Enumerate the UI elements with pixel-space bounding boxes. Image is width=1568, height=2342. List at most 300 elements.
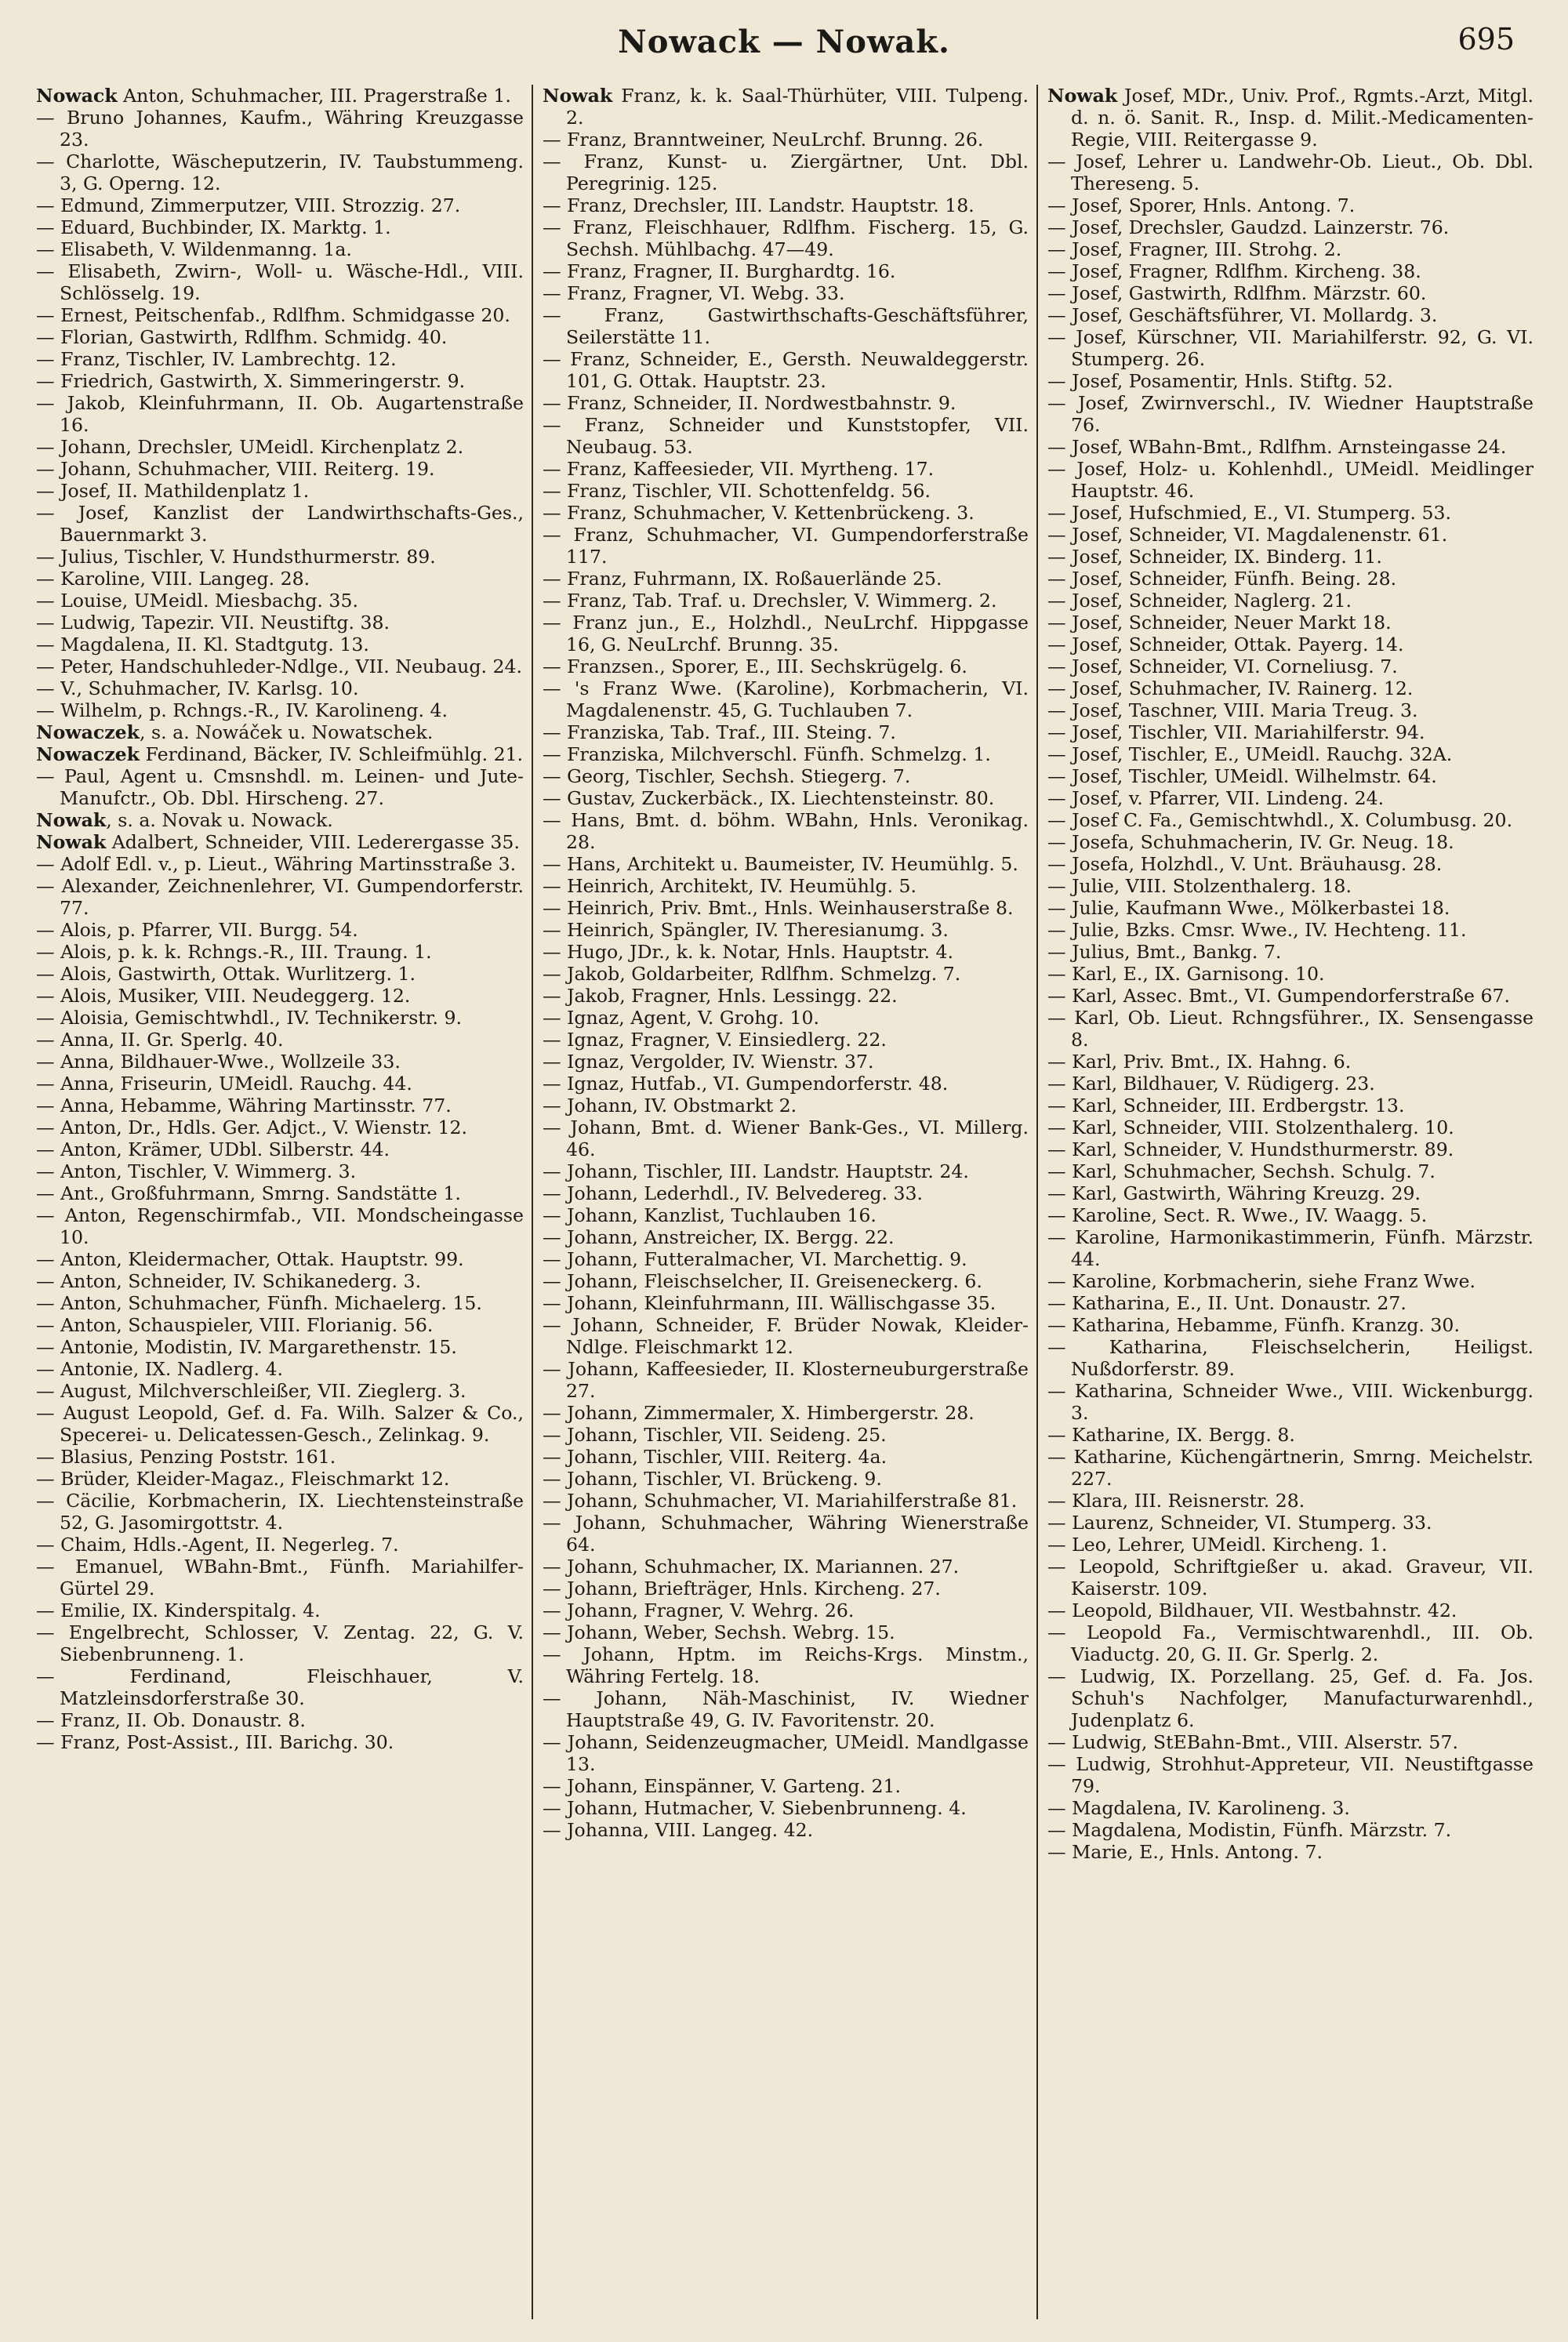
directory-entry <box>36 546 524 568</box>
directory-entry <box>36 699 524 721</box>
directory-entry <box>543 1424 1029 1446</box>
directory-entry <box>1047 1731 1534 1753</box>
entry-text: — Karl, Priv. Bmt., IX. Hahng. 6. <box>1047 1051 1352 1073</box>
directory-entry <box>36 194 524 216</box>
directory-entry <box>1047 897 1534 919</box>
entry-surname: Nowak <box>1047 85 1118 107</box>
entry-text: — Ignaz, Vergolder, IV. Wienstr. 37. <box>543 1051 874 1073</box>
entry-text: Adalbert, Schneider, VIII. Lederergasse 35. <box>106 831 520 853</box>
entry-text: — Blasius, Penzing Poststr. 161. <box>36 1446 336 1468</box>
directory-entry <box>36 765 524 809</box>
directory-entry <box>36 1204 524 1248</box>
entry-text: — Josef, Tischler, VII. Mariahilferstr. 94. <box>1047 721 1425 743</box>
entry-text: — Marie, E., Hnls. Antong. 7. <box>1047 1841 1323 1863</box>
entry-text: — Karoline, Harmonikastimmerin, Fünfh. Märzstr. 44. <box>1047 1226 1534 1270</box>
page-header <box>31 17 1537 80</box>
directory-entry <box>543 765 1029 787</box>
directory-entry <box>36 85 524 107</box>
directory-entry <box>36 1138 524 1160</box>
entry-text: — Josef, Hufschmied, E., VI. Stumperg. 53. <box>1047 502 1451 524</box>
directory-entry <box>1047 546 1534 568</box>
entry-text: — Josef, WBahn-Bmt., Rdlfhm. Arnsteingasse 24. <box>1047 436 1507 458</box>
entry-text: — Johann, Futteralmacher, VI. Marchettig. 9. <box>543 1248 967 1270</box>
directory-entry <box>543 1446 1029 1468</box>
entry-text: — Johann, Briefträger, Hnls. Kircheng. 27. <box>543 1578 941 1599</box>
directory-entry <box>543 1556 1029 1578</box>
entry-text: — Franziska, Tab. Traf., III. Steing. 7. <box>543 721 896 743</box>
entry-text: — Anton, Regenschirmfab., VII. Mondscheingasse 10. <box>36 1204 524 1248</box>
directory-entry <box>1047 458 1534 502</box>
directory-entry <box>36 1336 524 1358</box>
entry-surname: Nowaczek <box>36 721 140 743</box>
entry-text: — Josef, Kürschner, VII. Mariahilferstr. 92, G. VI. Stumperg. 26. <box>1047 326 1534 370</box>
directory-entry <box>543 1270 1029 1292</box>
directory-entry <box>543 85 1029 129</box>
entry-text: — Ernest, Peitschenfab., Rdlfhm. Schmidgasse 20. <box>36 304 510 326</box>
entry-text: — Franz, Fleischhauer, Rdlfhm. Fischerg. 15, G. Sechsh. Mühlbachg. 47—49. <box>543 216 1029 260</box>
directory-entry <box>1047 1160 1534 1182</box>
entry-text: — Johann, Schneider, F. Brüder Nowak, Kleider-Ndlge. Fleischmarkt 12. <box>543 1314 1029 1358</box>
directory-entry <box>1047 436 1534 458</box>
entry-text: — Johann, Tischler, VI. Brückeng. 9. <box>543 1468 882 1490</box>
directory-entry <box>543 853 1029 875</box>
entry-text: — Johann, Bmt. d. Wiener Bank-Ges., VI. Millerg. 46. <box>543 1117 1029 1160</box>
directory-entry <box>543 897 1029 919</box>
directory-entry <box>543 1402 1029 1424</box>
directory-entry <box>36 941 524 963</box>
directory-entry <box>1047 1534 1534 1556</box>
directory-entry <box>543 1468 1029 1490</box>
entry-text: — Julius, Tischler, V. Hundsthurmerstr. 89. <box>36 546 436 568</box>
entry-text: — Josef, Schneider, Ottak. Payerg. 14. <box>1047 634 1404 655</box>
entry-text: — Franzsen., Sporer, E., III. Sechskrügelg. 6. <box>543 655 967 677</box>
directory-entry <box>543 677 1029 721</box>
directory-entry <box>1047 1556 1534 1599</box>
directory-entry <box>1047 1138 1534 1160</box>
entry-text: , s. a. Nowáček u. Nowatschek. <box>140 721 434 743</box>
entry-text: — Karl, Schneider, V. Hundsthurmerstr. 89. <box>1047 1138 1454 1160</box>
directory-entry <box>543 1073 1029 1095</box>
directory-entry <box>543 480 1029 502</box>
directory-columns <box>27 85 1541 2319</box>
directory-entry <box>543 1358 1029 1402</box>
entry-text: — Johann, Kleinfuhrmann, III. Wällischgasse 35. <box>543 1292 996 1314</box>
entry-text: — Edmund, Zimmerputzer, VIII. Strozzig. 27. <box>36 194 461 216</box>
directory-entry <box>1047 1599 1534 1621</box>
directory-entry <box>543 194 1029 216</box>
entry-text: — Julie, VIII. Stolzenthalerg. 18. <box>1047 875 1352 897</box>
entry-text: — Klara, III. Reisnerstr. 28. <box>1047 1490 1305 1512</box>
entry-text: — Anna, Hebamme, Währing Martinsstr. 77. <box>36 1095 452 1117</box>
entry-text: — Karoline, VIII. Langeg. 28. <box>36 568 310 590</box>
entry-text: — Franz, Kunst- u. Ziergärtner, Unt. Dbl. Peregrinig. 125. <box>543 151 1029 194</box>
entry-text: — Josef, Gastwirth, Rdlfhm. Märzstr. 60. <box>1047 282 1427 304</box>
entry-text: — Ignaz, Fragner, V. Einsiedlerg. 22. <box>543 1029 887 1051</box>
directory-entry <box>1047 985 1534 1007</box>
directory-entry <box>36 107 524 151</box>
page-number: 695 <box>1457 22 1515 56</box>
entry-text: — Adolf Edl. v., p. Lieut., Währing Martinsstraße 3. <box>36 853 517 875</box>
entry-text: Franz, k. k. Saal-Thürhüter, VIII. Tulpeng. 2. <box>566 85 1029 129</box>
entry-text: — Josef, Schneider, VI. Magdalenenstr. 61. <box>1047 524 1448 546</box>
directory-entry <box>1047 1490 1534 1512</box>
entry-text: — Karl, Schuhmacher, Sechsh. Schulg. 7. <box>1047 1160 1436 1182</box>
entry-text: — Josef, Tischler, UMeidl. Wilhelmstr. 64. <box>1047 765 1437 787</box>
entry-text: — Johann, Lederhdl., IV. Belvedereg. 33. <box>543 1182 924 1204</box>
directory-entry <box>36 809 524 831</box>
directory-entry <box>36 502 524 546</box>
directory-entry <box>1047 282 1534 304</box>
entry-text: — Elisabeth, Zwirn-, Woll- u. Wäsche-Hdl., VIII. Schlösselg. 19. <box>36 260 524 304</box>
directory-entry <box>543 1599 1029 1621</box>
entry-text: — Franz, Schneider, E., Gersth. Neuwaldeggerstr. 101, G. Ottak. Hauptstr. 23. <box>543 348 1029 392</box>
entry-text: — Josef, Posamentir, Hnls. Stiftg. 52. <box>1047 370 1393 392</box>
directory-entry <box>1047 1314 1534 1336</box>
directory-entry <box>1047 853 1534 875</box>
entry-text: — Aloisia, Gemischtwhdl., IV. Technikerstr. 9. <box>36 1007 462 1029</box>
entry-text: — Johann, Drechsler, UMeidl. Kirchenplatz 2. <box>36 436 464 458</box>
entry-text: — Johanna, VIII. Langeg. 42. <box>543 1819 814 1841</box>
entry-surname: Nowak <box>36 809 107 831</box>
directory-entry <box>1047 875 1534 897</box>
entry-text: — Leopold, Schriftgießer u. akad. Graveur, VII. Kaiserstr. 109. <box>1047 1556 1534 1599</box>
entry-text: — Julie, Kaufmann Wwe., Mölkerbastei 18. <box>1047 897 1450 919</box>
directory-entry <box>36 326 524 348</box>
directory-entry <box>36 1095 524 1117</box>
directory-entry <box>1047 260 1534 282</box>
directory-entry <box>543 743 1029 765</box>
directory-entry <box>543 1314 1029 1358</box>
directory-entry <box>543 1797 1029 1819</box>
entry-text: — Eduard, Buchbinder, IX. Marktg. 1. <box>36 216 391 238</box>
directory-entry <box>1047 1380 1534 1424</box>
entry-text: — Gustav, Zuckerbäck., IX. Liechtensteinstr. 80. <box>543 787 995 809</box>
entry-text: — Karl, E., IX. Garnisong. 10. <box>1047 963 1325 985</box>
directory-entry <box>36 1402 524 1446</box>
directory-entry <box>1047 568 1534 590</box>
directory-entry <box>543 1051 1029 1073</box>
directory-entry <box>36 721 524 743</box>
entry-text: — Jakob, Kleinfuhrmann, II. Ob. Augartenstraße 16. <box>36 392 524 436</box>
entry-text: — Karl, Schneider, VIII. Stolzenthalerg. 10. <box>1047 1117 1454 1138</box>
entry-text: — Josef, Schneider, IX. Binderg. 11. <box>1047 546 1382 568</box>
entry-text: — Peter, Handschuhleder-Ndlge., VII. Neubaug. 24. <box>36 655 523 677</box>
directory-entry <box>36 480 524 502</box>
directory-entry <box>1047 1819 1534 1841</box>
directory-entry <box>543 282 1029 304</box>
entry-text: — Franz, Schuhmacher, VI. Gumpendorferstraße 117. <box>543 524 1029 568</box>
directory-entry <box>1047 392 1534 436</box>
entry-text: — Julius, Bmt., Bankg. 7. <box>1047 941 1282 963</box>
entry-text: — August Leopold, Gef. d. Fa. Wilh. Salzer & Co., Specerei- u. Delicatessen-Gesch., Zelinkag. 9. <box>36 1402 524 1446</box>
directory-entry <box>36 1314 524 1336</box>
directory-entry <box>1047 831 1534 853</box>
entry-text: — Ignaz, Agent, V. Grohg. 10. <box>543 1007 820 1029</box>
directory-entry <box>543 1095 1029 1117</box>
entry-text: — Ignaz, Hutfab., VI. Gumpendorferstr. 48. <box>543 1073 949 1095</box>
entry-text: — Karl, Gastwirth, Währing Kreuzg. 29. <box>1047 1182 1421 1204</box>
directory-entry <box>36 370 524 392</box>
directory-entry <box>36 304 524 326</box>
entry-text: — Johann, Schuhmacher, Währing Wienerstraße 64. <box>543 1512 1029 1556</box>
directory-entry <box>1047 1007 1534 1051</box>
directory-entry <box>543 1292 1029 1314</box>
entry-text: — Josef, Schneider, Fünfh. Being. 28. <box>1047 568 1397 590</box>
directory-entry <box>36 1468 524 1490</box>
entry-text: — Franz, Fuhrmann, IX. Roßauerlände 25. <box>543 568 942 590</box>
entry-surname: Nowack <box>36 85 118 107</box>
directory-entry <box>1047 612 1534 634</box>
directory-entry <box>543 787 1029 809</box>
entry-text: — Engelbrecht, Schlosser, V. Zentag. 22, G. V. Siebenbrunneng. 1. <box>36 1621 524 1665</box>
directory-entry <box>1047 1336 1534 1380</box>
entry-surname: Nowak <box>36 831 107 853</box>
directory-entry <box>36 151 524 194</box>
directory-entry <box>1047 721 1534 743</box>
entry-text: — Josef, Tischler, E., UMeidl. Rauchg. 32A. <box>1047 743 1453 765</box>
entry-text: — Josef, II. Mathildenplatz 1. <box>36 480 310 502</box>
directory-entry <box>1047 194 1534 216</box>
entry-text: — Emanuel, WBahn-Bmt., Fünfh. Mariahilfer-Gürtel 29. <box>36 1556 524 1599</box>
directory-entry <box>1047 1665 1534 1731</box>
entry-text: Ferdinand, Bäcker, IV. Schleifmühlg. 21. <box>140 743 524 765</box>
entry-text: — Franz, Tischler, IV. Lambrechtg. 12. <box>36 348 397 370</box>
directory-entry <box>543 1117 1029 1160</box>
directory-entry <box>1047 1270 1534 1292</box>
directory-entry <box>36 875 524 919</box>
directory-entry <box>1047 216 1534 238</box>
entry-text: — Elisabeth, V. Wildenmanng. 1a. <box>36 238 352 260</box>
entry-text: — Franz, Fragner, II. Burghardtg. 16. <box>543 260 896 282</box>
entry-text: — Katharina, E., II. Unt. Donaustr. 27. <box>1047 1292 1406 1314</box>
directory-entry <box>36 919 524 941</box>
entry-surname: Nowaczek <box>36 743 140 765</box>
entry-text: — Heinrich, Architekt, IV. Heumühlg. 5. <box>543 875 916 897</box>
entry-text: — Antonie, IX. Nadlerg. 4. <box>36 1358 284 1380</box>
entry-text: — Ferdinand, Fleischhauer, V. Matzleinsdorferstraße 30. <box>36 1665 524 1709</box>
entry-text: — Johann, Hutmacher, V. Siebenbrunneng. 4. <box>543 1797 967 1819</box>
entry-text: — Franz, Schneider und Kunststopfer, VII. Neubaug. 53. <box>543 414 1029 458</box>
entry-text: — Katharina, Hebamme, Fünfh. Kranzg. 30. <box>1047 1314 1460 1336</box>
directory-entry <box>1047 1424 1534 1446</box>
directory-entry <box>1047 919 1534 941</box>
entry-text: — Franziska, Milchverschl. Fünfh. Schmelzg. 1. <box>543 743 991 765</box>
entry-text: — Bruno Johannes, Kaufm., Währing Kreuzgasse 23. <box>36 107 524 151</box>
entry-text: — Josef, Schuhmacher, IV. Rainerg. 12. <box>1047 677 1414 699</box>
directory-entry <box>543 1819 1029 1841</box>
entry-text: — Jakob, Fragner, Hnls. Lessingg. 22. <box>543 985 898 1007</box>
directory-entry <box>1047 963 1534 985</box>
directory-entry <box>36 436 524 458</box>
column-middle <box>532 85 1036 2319</box>
directory-entry <box>36 392 524 436</box>
entry-text: — Charlotte, Wäscheputzerin, IV. Taubstummeng. 3, G. Operng. 12. <box>36 151 524 194</box>
directory-entry <box>36 1051 524 1073</box>
entry-text: — Heinrich, Priv. Bmt., Hnls. Weinhauserstraße 8. <box>543 897 1014 919</box>
directory-entry <box>543 875 1029 897</box>
directory-entry <box>1047 502 1534 524</box>
directory-entry <box>543 151 1029 194</box>
entry-text: — Julie, Bzks. Cmsr. Wwe., IV. Hechteng. 11. <box>1047 919 1467 941</box>
directory-entry <box>36 1490 524 1534</box>
entry-text: — Hans, Bmt. d. böhm. WBahn, Hnls. Veronikag. 28. <box>543 809 1029 853</box>
directory-entry <box>543 612 1029 655</box>
entry-text: — Jakob, Goldarbeiter, Rdlfhm. Schmelzg. 7. <box>543 963 961 985</box>
directory-entry <box>36 348 524 370</box>
directory-entry <box>1047 699 1534 721</box>
directory-entry <box>543 1226 1029 1248</box>
column-right <box>1036 85 1541 2319</box>
entry-text: — Johann, Fragner, V. Wehrg. 26. <box>543 1599 855 1621</box>
entry-text: — Josefa, Holzhdl., V. Unt. Bräuhausg. 28. <box>1047 853 1443 875</box>
entry-text: Anton, Schuhmacher, III. Pragerstraße 1. <box>117 85 511 107</box>
directory-entry <box>543 1182 1029 1204</box>
directory-entry <box>543 963 1029 985</box>
entry-text: — Karoline, Korbmacherin, siehe Franz Wwe. <box>1047 1270 1475 1292</box>
directory-entry <box>543 655 1029 677</box>
directory-entry <box>36 1380 524 1402</box>
entry-text: — Anton, Schneider, IV. Schikanederg. 3. <box>36 1270 422 1292</box>
entry-text: — Karl, Bildhauer, V. Rüdigerg. 23. <box>1047 1073 1375 1095</box>
directory-entry <box>36 1292 524 1314</box>
directory-entry <box>543 304 1029 348</box>
directory-entry <box>36 590 524 612</box>
entry-text: — Josef, Holz- u. Kohlenhdl., UMeidl. Meidlinger Hauptstr. 46. <box>1047 458 1534 502</box>
entry-text: — Josef C. Fa., Gemischtwhdl., X. Columbusg. 20. <box>1047 809 1513 831</box>
entry-text: — Johann, Schuhmacher, VIII. Reiterg. 19. <box>36 458 435 480</box>
directory-entry <box>543 1007 1029 1029</box>
directory-entry <box>36 568 524 590</box>
directory-entry <box>1047 1621 1534 1665</box>
directory-entry <box>1047 1204 1534 1226</box>
directory-entry <box>1047 590 1534 612</box>
entry-text: — Josef, v. Pfarrer, VII. Lindeng. 24. <box>1047 787 1385 809</box>
entry-text: — Ant., Großfuhrmann, Smrng. Sandstätte 1. <box>36 1182 461 1204</box>
entry-text: — Johann, Kanzlist, Tuchlauben 16. <box>543 1204 877 1226</box>
entry-text: — Magdalena, Modistin, Fünfh. Märzstr. 7. <box>1047 1819 1452 1841</box>
directory-entry <box>543 1578 1029 1599</box>
directory-entry <box>36 238 524 260</box>
entry-text: — Franz, Drechsler, III. Landstr. Hauptstr. 18. <box>543 194 975 216</box>
directory-entry <box>543 941 1029 963</box>
directory-entry <box>1047 743 1534 765</box>
directory-entry <box>543 414 1029 458</box>
directory-entry <box>543 1643 1029 1687</box>
directory-entry <box>1047 304 1534 326</box>
entry-text: — Johann, Näh-Maschinist, IV. Wiedner Hauptstraße 49, G. IV. Favoritenstr. 20. <box>543 1687 1029 1731</box>
entry-text: — Katharina, Schneider Wwe., VIII. Wickenburgg. 3. <box>1047 1380 1534 1424</box>
entry-text: — Leo, Lehrer, UMeidl. Kircheng. 1. <box>1047 1534 1388 1556</box>
entry-text: — Franz, Tab. Traf. u. Drechsler, V. Wimmerg. 2. <box>543 590 997 612</box>
directory-entry <box>543 568 1029 590</box>
directory-entry <box>1047 1292 1534 1314</box>
directory-entry <box>1047 151 1534 194</box>
entry-text: — Anton, Tischler, V. Wimmerg. 3. <box>36 1160 357 1182</box>
directory-entry <box>36 655 524 677</box>
directory-entry <box>36 985 524 1007</box>
entry-text: — Josef, Fragner, Rdlfhm. Kircheng. 38. <box>1047 260 1421 282</box>
entry-text: — Johann, Tischler, VIII. Reiterg. 4a. <box>543 1446 887 1468</box>
directory-entry <box>36 1160 524 1182</box>
directory-entry <box>36 963 524 985</box>
entry-text: — Karoline, Sect. R. Wwe., IV. Waagg. 5. <box>1047 1204 1428 1226</box>
directory-entry <box>36 634 524 655</box>
directory-entry <box>1047 941 1534 963</box>
entry-text: — Laurenz, Schneider, VI. Stumperg. 33. <box>1047 1512 1432 1534</box>
directory-entry <box>36 743 524 765</box>
entry-text: — Josef, Geschäftsführer, VI. Mollardg. 3. <box>1047 304 1438 326</box>
entry-text: — Anton, Kleidermacher, Ottak. Hauptstr. 99. <box>36 1248 464 1270</box>
entry-text: — Anton, Krämer, UDbl. Silberstr. 44. <box>36 1138 390 1160</box>
directory-entry <box>1047 1797 1534 1819</box>
entry-text: — Josef, Schneider, Naglerg. 21. <box>1047 590 1352 612</box>
entry-text: — Leopold Fa., Vermischtwarenhdl., III. Ob. Viaductg. 20, G. II. Gr. Sperlg. 2. <box>1047 1621 1534 1665</box>
directory-entry <box>543 1687 1029 1731</box>
entry-text: — Katharina, Fleischselcherin, Heiligst. Nußdorferstr. 89. <box>1047 1336 1534 1380</box>
directory-entry <box>543 919 1029 941</box>
directory-entry <box>543 809 1029 853</box>
entry-text: — Karl, Ob. Lieut. Rchngsführer., IX. Sensengasse 8. <box>1047 1007 1534 1051</box>
directory-entry <box>543 721 1029 743</box>
entry-text: — Johann, Tischler, VII. Seideng. 25. <box>543 1424 887 1446</box>
directory-entry <box>1047 238 1534 260</box>
entry-text: — Anna, Bildhauer-Wwe., Wollzeile 33. <box>36 1051 401 1073</box>
entry-text: — Josef, Drechsler, Gaudzd. Lainzerstr. 76. <box>1047 216 1450 238</box>
entry-text: — Magdalena, II. Kl. Stadtgutg. 13. <box>36 634 369 655</box>
entry-text: — 's Franz Wwe. (Karoline), Korbmacherin, VI. Magdalenenstr. 45, G. Tuchlauben 7. <box>543 677 1029 721</box>
directory-entry <box>1047 1182 1534 1204</box>
directory-entry <box>36 1621 524 1665</box>
directory-entry <box>36 1182 524 1204</box>
directory-entry <box>1047 1117 1534 1138</box>
entry-text: — Karl, Assec. Bmt., VI. Gumpendorferstraße 67. <box>1047 985 1511 1007</box>
entry-text: — Josefa, Schuhmacherin, IV. Gr. Neug. 18. <box>1047 831 1454 853</box>
entry-text: — Johann, Seidenzeugmacher, UMeidl. Mandlgasse 13. <box>543 1731 1029 1775</box>
entry-text: — Franz jun., E., Holzhdl., NeuLrchf. Hippgasse 16, G. NeuLrchf. Brunng. 35. <box>543 612 1029 655</box>
directory-entry <box>543 1490 1029 1512</box>
directory-entry <box>36 1709 524 1731</box>
entry-text: — Alois, Gastwirth, Ottak. Wurlitzerg. 1. <box>36 963 416 985</box>
directory-entry <box>1047 1226 1534 1270</box>
entry-text: — Josef, Zwirnverschl., IV. Wiedner Hauptstraße 76. <box>1047 392 1534 436</box>
entry-text: — Georg, Tischler, Sechsh. Stiegerg. 7. <box>543 765 911 787</box>
entry-text: — Anton, Dr., Hdls. Ger. Adjct., V. Wienstr. 12. <box>36 1117 468 1138</box>
directory-entry <box>1047 809 1534 831</box>
entry-text: — Alois, p. k. k. Rchngs.-R., III. Traung. 1. <box>36 941 432 963</box>
entry-text: — Franz, Schuhmacher, V. Kettenbrückeng. 3. <box>543 502 975 524</box>
entry-text: — Franz, Tischler, VII. Schottenfeldg. 56. <box>543 480 931 502</box>
directory-entry <box>543 985 1029 1007</box>
directory-entry <box>1047 677 1534 699</box>
directory-entry <box>1047 1446 1534 1490</box>
directory-entry <box>36 1731 524 1753</box>
directory-entry <box>1047 1051 1534 1073</box>
entry-text: — Johann, Einspänner, V. Garteng. 21. <box>543 1775 902 1797</box>
entry-text: — Ludwig, IX. Porzellang. 25, Gef. d. Fa. Jos. Schuh's Nachfolger, Manufacturwarenhdl., Judenplatz 6. <box>1047 1665 1534 1731</box>
entry-text: — Franz, Kaffeesieder, VII. Myrtheng. 17. <box>543 458 935 480</box>
entry-text: — Florian, Gastwirth, Rdlfhm. Schmidg. 40. <box>36 326 448 348</box>
directory-entry <box>543 1029 1029 1051</box>
column-left <box>27 85 532 2319</box>
entry-text: — Magdalena, IV. Karolineng. 3. <box>1047 1797 1350 1819</box>
entry-text: — Josef, Lehrer u. Landwehr-Ob. Lieut., Ob. Dbl. Thereseng. 5. <box>1047 151 1534 194</box>
entry-surname: Nowak <box>543 85 613 107</box>
entry-text: — Josef, Fragner, III. Strohg. 2. <box>1047 238 1342 260</box>
entry-text: — Wilhelm, p. Rchngs.-R., IV. Karolineng. 4. <box>36 699 448 721</box>
directory-entry <box>1047 1512 1534 1534</box>
entry-text: — Anna, II. Gr. Sperlg. 40. <box>36 1029 284 1051</box>
directory-entry <box>36 1073 524 1095</box>
